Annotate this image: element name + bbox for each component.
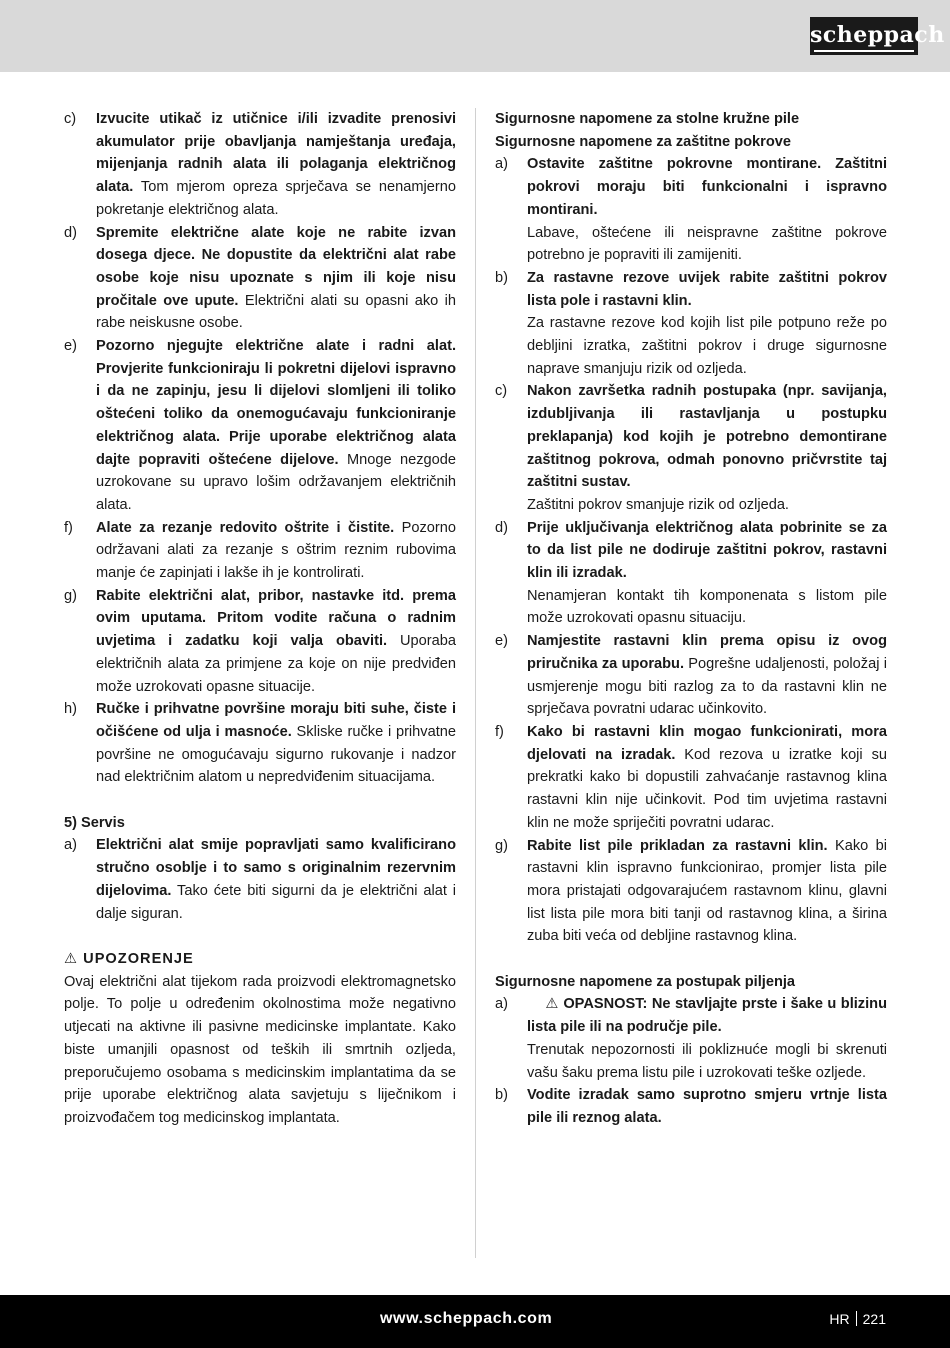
- item-bold-text: Prije uključivanja električnog alata pobrinite se za to da list pile ne dodiruje zaštitni pokrov, rastavni klin ili izradak.: [527, 519, 887, 582]
- item-label: d): [64, 224, 77, 241]
- item-bold-text: Spremite električne alate koje ne rabite izvan dosega djece. Ne dopustite da električni alat rabe osobe koje nisu upoznate s njim ili koje nisu pročitale ove upute.: [96, 224, 456, 309]
- item-bold-text: Električni alat smije popravljati samo kvalificirano stručno osoblje i to samo s originalnim rezervnim dijelovima.: [96, 837, 456, 899]
- item-bold-text: Za rastavne rezove uvijek rabite zaštitni pokrov lista pole i rastavni klin.: [527, 269, 887, 309]
- item-label: g): [495, 837, 508, 854]
- warning-text: Ovaj električni alat tijekom rada proizvodi elektromagnetsko polje. To polje u određenim okolnostima može negativno utjecati na aktivne ili pasivne medicinske implantate. Kako biste umanjili opasnost od teških ili smrtnih ozljeda, preporučujemo osobama s medicinskim implantatima da se prije uporabe električnog alata savjetuju s liječnikom i proizvođačem tog medicinskog implantata.: [64, 973, 456, 1126]
- list-item: [495, 517, 887, 631]
- item-bold-text: Namjestite rastavni klin prema opisu iz ovog priručnika za uporabu.: [527, 633, 887, 672]
- item-text: [527, 993, 887, 1084]
- item-label: a): [495, 996, 508, 1013]
- left-column: [64, 108, 456, 1130]
- item-text: [96, 335, 456, 517]
- list-item: [64, 585, 456, 699]
- list-item: [64, 698, 456, 789]
- item-label: a): [64, 837, 77, 854]
- danger-text: OPASNOST: Ne stavljajte prste i šake u blizinu lista pile ili na područje pile.: [527, 996, 887, 1036]
- footer-separator: [856, 1311, 857, 1326]
- item-bold-text: Ostavite zaštitne pokrovne montirane. Zaštitni pokrovi moraju biti funkcionalni i ispravno montirani.: [527, 156, 887, 218]
- list-item: [495, 630, 887, 721]
- spacer: [495, 948, 887, 971]
- item-text: [527, 1084, 887, 1129]
- item-label: f): [495, 723, 504, 740]
- item-normal-text: Tom mjerom opreza sprječava se nenamjerno pokretanje električnog alata.: [96, 179, 456, 218]
- item-text: [527, 380, 887, 516]
- item-bold-text: Pozorno njegujte električne alate i radni alat. Provjerite funkcioniraju li pokretni dijelovi ispravno i da ne zapinju, jesu li dijelovi slomljeni ili toliko oštećeni toliko da onemogućavaju funkcioniranje električnog alata. Prije uporabe električnog alata dajte popraviti oštećene dijelove.: [96, 338, 456, 468]
- item-bold-text: Rabite električni alat, pribor, nastavke itd. prema ovim uputama. Pritom vodite računa o radnim uvjetima i zadatku koji valja obaviti.: [96, 587, 456, 650]
- item-normal-text: Pogrešne udaljenosti, položaj i usmjerenje mogu biti razlog za to da rastavni klin ne sprječava povratni udarac učinkovito.: [527, 655, 887, 718]
- item-text: [527, 835, 887, 949]
- item-text: [96, 517, 456, 585]
- item-text: [96, 108, 456, 222]
- item-bold-text: [527, 996, 887, 1035]
- item-bold-text: Izvucite utikač iz utičnice i/ili izvadite prenosivi akumulator prije obavljanja namještanja uređaja, mijenjanja radnih alata ili polaganja električnog alata.: [96, 111, 456, 196]
- brand-name: scheppach: [810, 22, 945, 48]
- list-item: [495, 1084, 887, 1129]
- item-bold-text: Vodite izradak samo suprotno smjeru vrtnje lista pile ili reznog alata.: [527, 1087, 887, 1126]
- item-normal-text: Uporaba električnih alata za primjene za koje on nije predviđen može uzrokovati opasne situacije.: [96, 633, 456, 695]
- column-divider: [475, 108, 476, 1258]
- section-heading: Sigurnosne napomene za postupak piljenja: [495, 973, 796, 990]
- item-label: e): [495, 633, 508, 650]
- section-heading: Sigurnosne napomene za stolne kružne pile: [495, 111, 800, 127]
- list-item: [495, 153, 887, 267]
- item-normal-text: Skliske ručke i prihvatne površine ne omogućavaju sigurno rukovanje i nadzor nad električnim alatom u nepredviđenim situacijama.: [96, 723, 456, 786]
- warning-icon: ⚠: [545, 996, 559, 1013]
- item-text: [527, 721, 887, 835]
- item-label: a): [495, 156, 508, 173]
- item-normal-text: Trenutak nepozornosti ili poklizнuće mogli bi skrenuti vašu šaku prema listu pile i uzrokovati teške ozljede.: [527, 1041, 887, 1081]
- list-item: [64, 335, 456, 517]
- warning-title: UPOZORENJE: [83, 950, 194, 967]
- website-link[interactable]: www.scheppach.com: [380, 1310, 553, 1327]
- item-normal-text: Električni alati su opasni ako ih rabe neiskusne osobe.: [96, 292, 457, 332]
- item-bold-text: Rabite list pile prikladan za rastavni klin.: [527, 837, 828, 854]
- section-heading: 5) Servis: [64, 814, 125, 831]
- language-code: HR: [829, 1311, 850, 1327]
- header-bar: [0, 0, 950, 72]
- list-item: [495, 721, 887, 835]
- item-normal-text: Kako bi rastavni klin ispravno funkcionirao, promjer lista pile mora pristajati odgovarajućem rastavnom klinu, glavni list lista pile mora biti tanji od rastavnog klina, a širina zuba biti veća od debljine rastavnog klina.: [527, 837, 888, 945]
- item-label: e): [64, 338, 77, 355]
- item-text: [527, 153, 887, 267]
- item-normal-text: Labave, oštećene ili neispravne zaštitne pokrove potrebno je popraviti ili zamijeniti.: [527, 224, 887, 264]
- item-text: [527, 517, 887, 631]
- item-normal-text: Za rastavne rezove kod kojih list pile potpuno reže po debljini izratka, zaštitni pokrov i druge sigurnosne naprave smanjuju rizik od ozljeda.: [527, 315, 887, 377]
- item-label: b): [495, 269, 508, 286]
- item-normal-text: Zaštitni pokrov smanjuje rizik od ozljeda.: [527, 496, 789, 513]
- item-normal-text: Kod rezova u izratke koji su prekratki kako bi dopustili zahvaćanje rastavnog klina rastavni klin nije učinkovit. Pod tim uvjetima rastavni klin ne može spriječiti povratni udarac.: [527, 746, 887, 831]
- item-text: [96, 222, 456, 336]
- item-label: d): [495, 519, 508, 536]
- item-bold-text: Alate za rezanje redovito oštrite i čistite.: [96, 519, 395, 536]
- right-column: [495, 108, 887, 1130]
- item-normal-text: Nenamjeran kontakt tih komponenata s listom pile može uzrokovati opasnu situaciju.: [527, 587, 887, 627]
- item-bold-text: Kako bi rastavni klin mogao funkcionirati, mora djelovati na izradak.: [527, 723, 887, 763]
- list-item: [495, 267, 887, 381]
- warning-icon: ⚠: [64, 950, 79, 967]
- item-text: [96, 834, 456, 925]
- list-item: [495, 835, 887, 949]
- item-normal-text: Tako ćete biti sigurni da je električni alat i dalje siguran.: [96, 882, 456, 922]
- warning-heading: [64, 948, 456, 971]
- item-normal-text: Pozorno održavani alati za rezanje s oštrim reznim rubovima manje će zapinjati i lakše ih je kontrolirati.: [96, 519, 456, 582]
- item-normal-text: Mnoge nezgode uzrokovane su upravo lošim održavanjem električnih alata.: [96, 451, 456, 513]
- list-item: [64, 222, 456, 336]
- list-item: [495, 993, 887, 1084]
- list-item: [64, 517, 456, 585]
- list-item: [64, 108, 456, 222]
- list-item: [495, 380, 887, 516]
- logo-underline: [814, 50, 914, 52]
- item-text: [96, 585, 456, 699]
- spacer: [64, 789, 456, 812]
- item-label: f): [64, 519, 73, 536]
- item-label: h): [64, 701, 77, 718]
- item-label: g): [64, 587, 77, 604]
- page-number: 221: [862, 1311, 886, 1327]
- list-item: [64, 834, 456, 925]
- item-label: c): [64, 111, 77, 127]
- footer-bar: [0, 1295, 950, 1348]
- item-bold-text: Nakon završetka radnih postupaka (npr. savijanja, izdubljivanja ili rastavljanja u postupku preklapanja) kod kojih je potrebno demontirane zaštitnog pokrova, odmah ponovno pričvrstite taj zaštitni sustav.: [527, 383, 887, 491]
- subsection-heading: Sigurnosne napomene za zaštitne pokrove: [495, 133, 791, 150]
- item-label: b): [495, 1087, 508, 1104]
- item-text: [96, 698, 456, 789]
- page-indicator: [829, 1311, 886, 1327]
- spacer: [64, 925, 456, 948]
- item-label: c): [495, 383, 508, 400]
- item-text: [527, 267, 887, 381]
- item-text: [527, 630, 887, 721]
- item-bold-text: Ručke i prihvatne površine moraju biti suhe, čiste i očišćene od ulja i masnoće.: [96, 701, 456, 740]
